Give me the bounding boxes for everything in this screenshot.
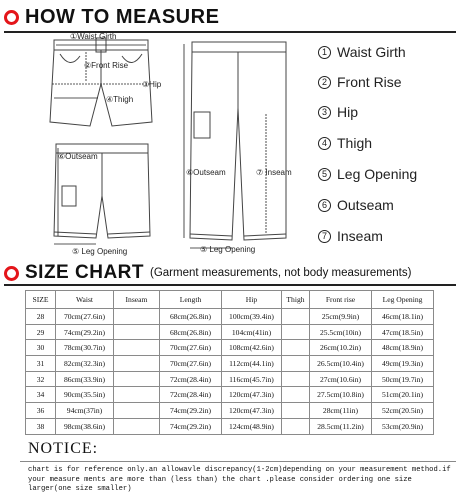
table-header-row bbox=[26, 291, 434, 309]
size-chart-title: SIZE CHART bbox=[25, 262, 144, 283]
legend-number: 1 bbox=[318, 46, 331, 59]
size-chart-subtitle: (Garment measurements, not body measurements) bbox=[150, 267, 412, 279]
table-row bbox=[26, 418, 434, 434]
column-header: Length bbox=[160, 291, 222, 309]
table-cell: 104cm(41in) bbox=[222, 324, 282, 340]
shorts-diagram bbox=[48, 140, 158, 255]
table-cell: 82cm(32.3in) bbox=[56, 356, 114, 372]
how-to-measure-header bbox=[4, 6, 219, 29]
red-circle-icon bbox=[4, 10, 19, 25]
table-cell bbox=[282, 309, 310, 325]
table-cell: 72cm(28.4in) bbox=[160, 371, 222, 387]
front-rise-label: ②Front Rise bbox=[84, 61, 129, 70]
table-cell bbox=[282, 403, 310, 419]
table-cell: 26cm(10.2in) bbox=[310, 340, 372, 356]
table-cell bbox=[114, 340, 160, 356]
thigh-label: ④Thigh bbox=[106, 95, 134, 104]
column-header: Inseam bbox=[114, 291, 160, 309]
table-cell: 100cm(39.4in) bbox=[222, 309, 282, 325]
table-cell: 51cm(20.1in) bbox=[372, 387, 434, 403]
table-row bbox=[26, 324, 434, 340]
table-cell bbox=[282, 356, 310, 372]
table-cell: 28 bbox=[26, 309, 56, 325]
table-cell bbox=[282, 371, 310, 387]
waist-girth-label: ①Waist Girth bbox=[70, 32, 117, 41]
table-row bbox=[26, 340, 434, 356]
legend-item bbox=[318, 104, 358, 120]
table-cell: 90cm(35.5in) bbox=[56, 387, 114, 403]
how-to-measure-title: HOW TO MEASURE bbox=[25, 6, 220, 28]
red-circle-icon bbox=[4, 266, 19, 281]
table-cell: 49cm(19.3in) bbox=[372, 356, 434, 372]
pants-top-sketch bbox=[46, 34, 156, 134]
legend-item bbox=[318, 166, 417, 182]
column-header: Waist bbox=[56, 291, 114, 309]
table-cell: 27cm(10.6in) bbox=[310, 371, 372, 387]
size-table bbox=[25, 290, 434, 435]
table-cell: 74cm(29.2in) bbox=[160, 403, 222, 419]
table-cell: 112cm(44.1in) bbox=[222, 356, 282, 372]
legend-number: 6 bbox=[318, 199, 331, 212]
table-cell: 70cm(27.6in) bbox=[160, 340, 222, 356]
legend-label: Waist Girth bbox=[337, 44, 406, 60]
legend-number: 7 bbox=[318, 230, 331, 243]
table-cell: 68cm(26.8in) bbox=[160, 324, 222, 340]
table-cell bbox=[114, 387, 160, 403]
table-cell: 25cm(9.9in) bbox=[310, 309, 372, 325]
table-cell bbox=[282, 387, 310, 403]
pants-top-diagram bbox=[46, 32, 162, 134]
table-cell: 36 bbox=[26, 403, 56, 419]
column-header: Front rise bbox=[310, 291, 372, 309]
table-cell: 50cm(19.7in) bbox=[372, 371, 434, 387]
table-cell: 29 bbox=[26, 324, 56, 340]
table-cell bbox=[114, 371, 160, 387]
column-header: Leg Opening bbox=[372, 291, 434, 309]
table-cell: 116cm(45.7in) bbox=[222, 371, 282, 387]
legend-number: 3 bbox=[318, 106, 331, 119]
table-cell bbox=[114, 324, 160, 340]
size-chart-header bbox=[4, 262, 411, 284]
notice-divider bbox=[20, 461, 456, 462]
table-cell: 28cm(11in) bbox=[310, 403, 372, 419]
legend-number: 5 bbox=[318, 168, 331, 181]
table-cell bbox=[114, 418, 160, 434]
table-cell: 52cm(20.5in) bbox=[372, 403, 434, 419]
legend-item bbox=[318, 135, 372, 151]
leg-opening-short-label: ⑤ Leg Opening bbox=[72, 247, 128, 256]
column-header: SIZE bbox=[26, 291, 56, 309]
table-cell bbox=[282, 340, 310, 356]
leg-opening-long-label: ⑤ Leg Opening bbox=[200, 245, 256, 254]
table-cell: 120cm(47.3in) bbox=[222, 387, 282, 403]
table-cell bbox=[114, 356, 160, 372]
table-cell: 32 bbox=[26, 371, 56, 387]
table-cell bbox=[282, 418, 310, 434]
legend-label: Thigh bbox=[337, 135, 373, 151]
table-cell: 72cm(28.4in) bbox=[160, 387, 222, 403]
legend-item bbox=[318, 197, 394, 213]
table-cell: 34 bbox=[26, 387, 56, 403]
table-cell: 68cm(26.8in) bbox=[160, 309, 222, 325]
outseam-long-label: ⑥Outseam bbox=[186, 168, 226, 177]
table-cell: 70cm(27.6in) bbox=[160, 356, 222, 372]
table-cell: 38 bbox=[26, 418, 56, 434]
inseam-long-label: ⑦ Inseam bbox=[256, 168, 292, 177]
table-cell: 94cm(37in) bbox=[56, 403, 114, 419]
table-cell: 74cm(29.2in) bbox=[56, 324, 114, 340]
table-row bbox=[26, 356, 434, 372]
header-divider bbox=[4, 284, 456, 286]
legend-item bbox=[318, 44, 406, 60]
table-cell: 78cm(30.7in) bbox=[56, 340, 114, 356]
table-cell: 27.5cm(10.8in) bbox=[310, 387, 372, 403]
column-header: Hip bbox=[222, 291, 282, 309]
legend-number: 4 bbox=[318, 137, 331, 150]
column-header: Thigh bbox=[282, 291, 310, 309]
long-pants-diagram bbox=[176, 38, 298, 256]
table-cell: 25.5cm(10in) bbox=[310, 324, 372, 340]
table-cell bbox=[114, 309, 160, 325]
table-cell: 31 bbox=[26, 356, 56, 372]
table-cell: 26.5cm(10.4in) bbox=[310, 356, 372, 372]
table-cell: 86cm(33.9in) bbox=[56, 371, 114, 387]
legend-item bbox=[318, 74, 402, 90]
legend-label: Outseam bbox=[337, 197, 394, 213]
table-cell bbox=[114, 403, 160, 419]
table-cell: 47cm(18.5in) bbox=[372, 324, 434, 340]
table-cell: 30 bbox=[26, 340, 56, 356]
table-row bbox=[26, 387, 434, 403]
table-cell: 53cm(20.9in) bbox=[372, 418, 434, 434]
table-cell bbox=[282, 324, 310, 340]
notice-title: NOTICE: bbox=[28, 440, 99, 457]
table-cell: 120cm(47.3in) bbox=[222, 403, 282, 419]
notice-text: chart is for reference only.an allowavle discrepancy(1-2cm)depending on your measurement method.if your measure ments are more than (less than) the chart .please consider ordering one size larger(one size smaller) bbox=[28, 466, 451, 494]
table-row bbox=[26, 371, 434, 387]
long-pants-sketch bbox=[176, 38, 298, 256]
legend-item bbox=[318, 228, 383, 244]
table-row bbox=[26, 309, 434, 325]
table-row bbox=[26, 403, 434, 419]
table-cell: 74cm(29.2in) bbox=[160, 418, 222, 434]
table-cell: 98cm(38.6in) bbox=[56, 418, 114, 434]
legend-label: Hip bbox=[337, 104, 359, 120]
table-cell: 70cm(27.6in) bbox=[56, 309, 114, 325]
legend-label: Leg Opening bbox=[337, 166, 418, 182]
legend-label: Inseam bbox=[337, 228, 383, 244]
outseam-short-label: ⑥Outseam bbox=[58, 152, 98, 161]
table-cell: 108cm(42.6in) bbox=[222, 340, 282, 356]
table-cell: 124cm(48.9in) bbox=[222, 418, 282, 434]
table-cell: 46cm(18.1in) bbox=[372, 309, 434, 325]
table-cell: 28.5cm(11.2in) bbox=[310, 418, 372, 434]
table-cell: 48cm(18.9in) bbox=[372, 340, 434, 356]
hip-label: ③Hip bbox=[142, 80, 162, 89]
legend-number: 2 bbox=[318, 76, 331, 89]
legend-label: Front Rise bbox=[337, 74, 402, 90]
